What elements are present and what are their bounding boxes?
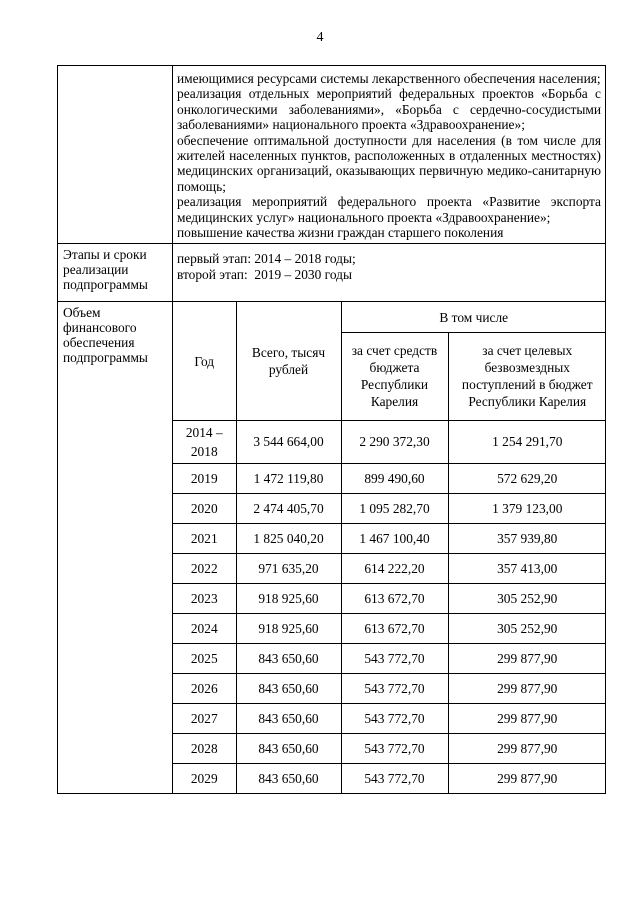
cell-budget: 543 772,70 <box>341 763 448 793</box>
table-row <box>173 420 606 463</box>
header-total: Всего, тысяч рублей <box>236 302 341 420</box>
cell-total: 918 925,60 <box>236 583 341 613</box>
cell-total: 971 635,20 <box>236 553 341 583</box>
cell-year: 2028 <box>173 733 236 763</box>
cell-budget: 2 290 372,30 <box>341 420 448 463</box>
cell-year: 2021 <box>173 523 236 553</box>
cell-budget: 614 222,20 <box>341 553 448 583</box>
header-budget: за счет средств бюджета Республики Карелия <box>341 332 448 420</box>
cell-grants: 357 939,80 <box>448 523 606 553</box>
table-row <box>173 763 606 793</box>
stage-first: первый этап: 2014 – 2018 годы; <box>177 251 356 267</box>
cell-total: 843 650,60 <box>236 703 341 733</box>
header-grants: за счет целевых безвозмездных поступлений в бюджет Республики Карелия <box>448 332 606 420</box>
cell-budget: 899 490,60 <box>341 463 448 493</box>
cell-grants: 299 877,90 <box>448 643 606 673</box>
table-row <box>173 583 606 613</box>
table-row <box>173 523 606 553</box>
cell-grants: 299 877,90 <box>448 673 606 703</box>
goal-line: имеющимися ресурсами системы лекарственного обеспечения населения; <box>177 71 601 86</box>
cell-year: 2022 <box>173 553 236 583</box>
cell-year: 2024 <box>173 613 236 643</box>
goal-line: реализация мероприятий федерального проекта «Развитие экспорта медицинских услуг» национального проекта «Здравоохранение»; <box>177 194 601 225</box>
stages-text-cell <box>173 244 606 302</box>
cell-total: 1 472 119,80 <box>236 463 341 493</box>
page-number: 4 <box>316 30 324 45</box>
table-row <box>173 733 606 763</box>
cell-budget: 1 467 100,40 <box>341 523 448 553</box>
cell-grants: 305 252,90 <box>448 613 606 643</box>
cell-total: 843 650,60 <box>236 643 341 673</box>
cell-total: 918 925,60 <box>236 613 341 643</box>
cell-grants: 1 379 123,00 <box>448 493 606 523</box>
cell-budget: 613 672,70 <box>341 583 448 613</box>
table-row <box>173 553 606 583</box>
cell-year: 2020 <box>173 493 236 523</box>
cell-budget: 543 772,70 <box>341 643 448 673</box>
cell-grants: 357 413,00 <box>448 553 606 583</box>
cell-year: 2014 – 2018 <box>173 420 236 463</box>
cell-total: 2 474 405,70 <box>236 493 341 523</box>
header-row-1 <box>173 302 606 332</box>
table-row <box>173 463 606 493</box>
cell-total: 843 650,60 <box>236 763 341 793</box>
goals-row <box>58 66 606 244</box>
cell-grants: 299 877,90 <box>448 733 606 763</box>
goal-line: обеспечение оптимальной доступности для населения (в том числе для жителей населенных пунктов, расположенных в отдаленных местностях) медицинских организаций, оказывающих первичную медико-санитарную помощь; <box>177 132 601 194</box>
cell-budget: 543 772,70 <box>341 703 448 733</box>
cell-year: 2019 <box>173 463 236 493</box>
stage-second: второй этап: 2019 – 2030 годы <box>177 266 352 282</box>
cell-year: 2023 <box>173 583 236 613</box>
goals-label-cell <box>58 66 173 244</box>
stages-label: Этапы и сроки реализации подпрограммы <box>58 244 173 302</box>
table-row <box>173 673 606 703</box>
financing-table-cell <box>173 302 606 794</box>
cell-grants: 572 629,20 <box>448 463 606 493</box>
cell-budget: 543 772,70 <box>341 673 448 703</box>
passport-table <box>57 65 606 794</box>
cell-grants: 1 254 291,70 <box>448 420 606 463</box>
goal-line: реализация отдельных мероприятий федеральных проектов «Борьба с онкологическими заболеваниями», «Борьба с сердечно-сосудистыми заболеваниями» национального проекта «Здравоохранение»; <box>177 86 601 133</box>
cell-year: 2027 <box>173 703 236 733</box>
goals-text-cell <box>173 66 606 244</box>
cell-budget: 1 095 282,70 <box>341 493 448 523</box>
cell-total: 843 650,60 <box>236 673 341 703</box>
financing-label: Объем финансового обеспечения подпрограммы <box>58 302 173 794</box>
table-row <box>173 643 606 673</box>
table-row <box>173 493 606 523</box>
goal-line: повышение качества жизни граждан старшего поколения <box>177 225 504 241</box>
header-including: В том числе <box>341 302 606 332</box>
cell-year: 2026 <box>173 673 236 703</box>
cell-total: 1 825 040,20 <box>236 523 341 553</box>
cell-budget: 543 772,70 <box>341 733 448 763</box>
cell-total: 3 544 664,00 <box>236 420 341 463</box>
cell-grants: 305 252,90 <box>448 583 606 613</box>
cell-grants: 299 877,90 <box>448 763 606 793</box>
table-row <box>173 613 606 643</box>
financing-table <box>173 302 606 793</box>
cell-year: 2025 <box>173 643 236 673</box>
header-year: Год <box>173 302 236 420</box>
cell-total: 843 650,60 <box>236 733 341 763</box>
cell-year: 2029 <box>173 763 236 793</box>
cell-grants: 299 877,90 <box>448 703 606 733</box>
table-row <box>173 703 606 733</box>
stages-row <box>58 244 606 302</box>
cell-budget: 613 672,70 <box>341 613 448 643</box>
financing-row <box>58 302 606 794</box>
